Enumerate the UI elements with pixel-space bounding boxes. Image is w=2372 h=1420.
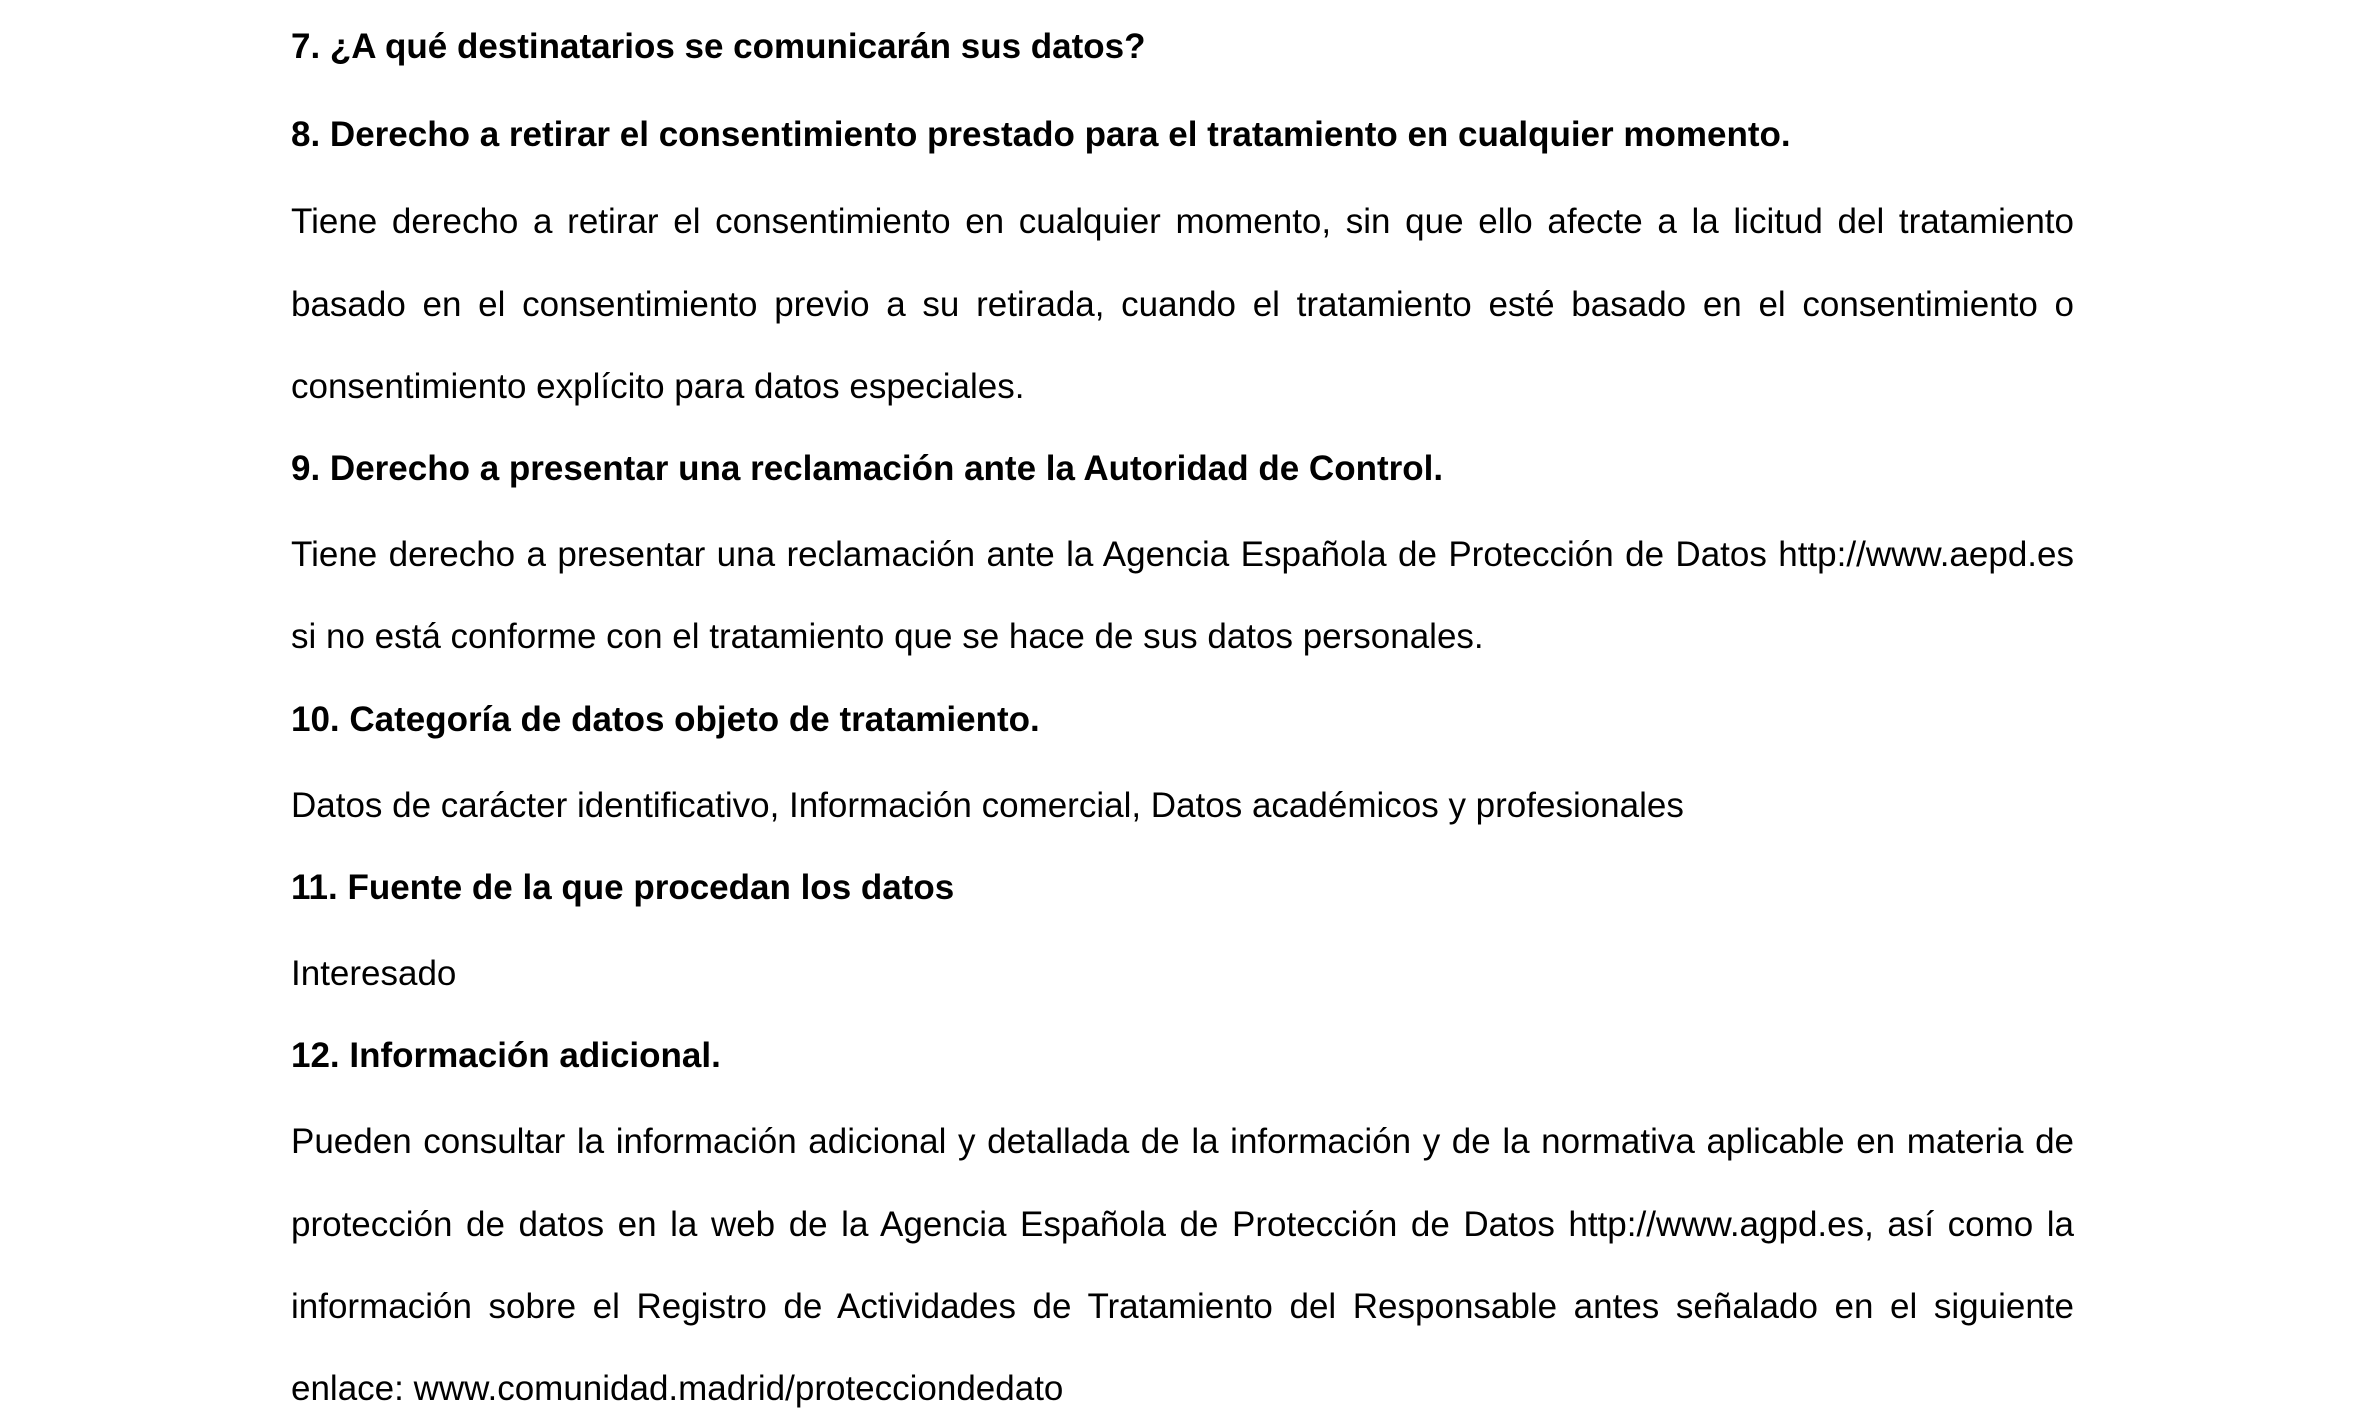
section-11-paragraph-line: Interesado xyxy=(291,954,457,993)
section-8-paragraph-line: Tiene derecho a retirar el consentimiento en cualquier momento, sin que ello afecte a la licitud del tratamiento xyxy=(291,202,2074,241)
section-12-paragraph-line: protección de datos en la web de la Agencia Española de Protección de Datos http://www.agpd.es, así como la xyxy=(291,1205,2074,1244)
section-10-paragraph-line: Datos de carácter identificativo, Información comercial, Datos académicos y profesionales xyxy=(291,786,1684,825)
section-8-heading: 8. Derecho a retirar el consentimiento prestado para el tratamiento en cualquier momento. xyxy=(291,115,1791,154)
section-12-paragraph-line: enlace: www.comunidad.madrid/protecciondedato xyxy=(291,1369,1064,1408)
section-12-paragraph-line: información sobre el Registro de Actividades de Tratamiento del Responsable antes señalado en el siguiente xyxy=(291,1287,2074,1326)
section-12-paragraph-line: Pueden consultar la información adicional y detallada de la información y de la normativa aplicable en materia de xyxy=(291,1122,2074,1161)
section-9-paragraph-line: si no está conforme con el tratamiento que se hace de sus datos personales. xyxy=(291,617,1484,656)
section-8-paragraph-line: basado en el consentimiento previo a su retirada, cuando el tratamiento esté basado en el consentimiento o xyxy=(291,285,2074,324)
section-9-paragraph-line: Tiene derecho a presentar una reclamación ante la Agencia Española de Protección de Datos http://www.aepd.es xyxy=(291,535,2074,574)
section-9-heading: 9. Derecho a presentar una reclamación ante la Autoridad de Control. xyxy=(291,449,1444,488)
section-12-heading: 12. Información adicional. xyxy=(291,1036,721,1075)
section-11-heading: 11. Fuente de la que procedan los datos xyxy=(291,868,955,907)
section-10-heading: 10. Categoría de datos objeto de tratamiento. xyxy=(291,700,1040,739)
section-7-heading: 7. ¿A qué destinatarios se comunicarán sus datos? xyxy=(291,27,1146,66)
section-8-paragraph-line: consentimiento explícito para datos especiales. xyxy=(291,367,1025,406)
